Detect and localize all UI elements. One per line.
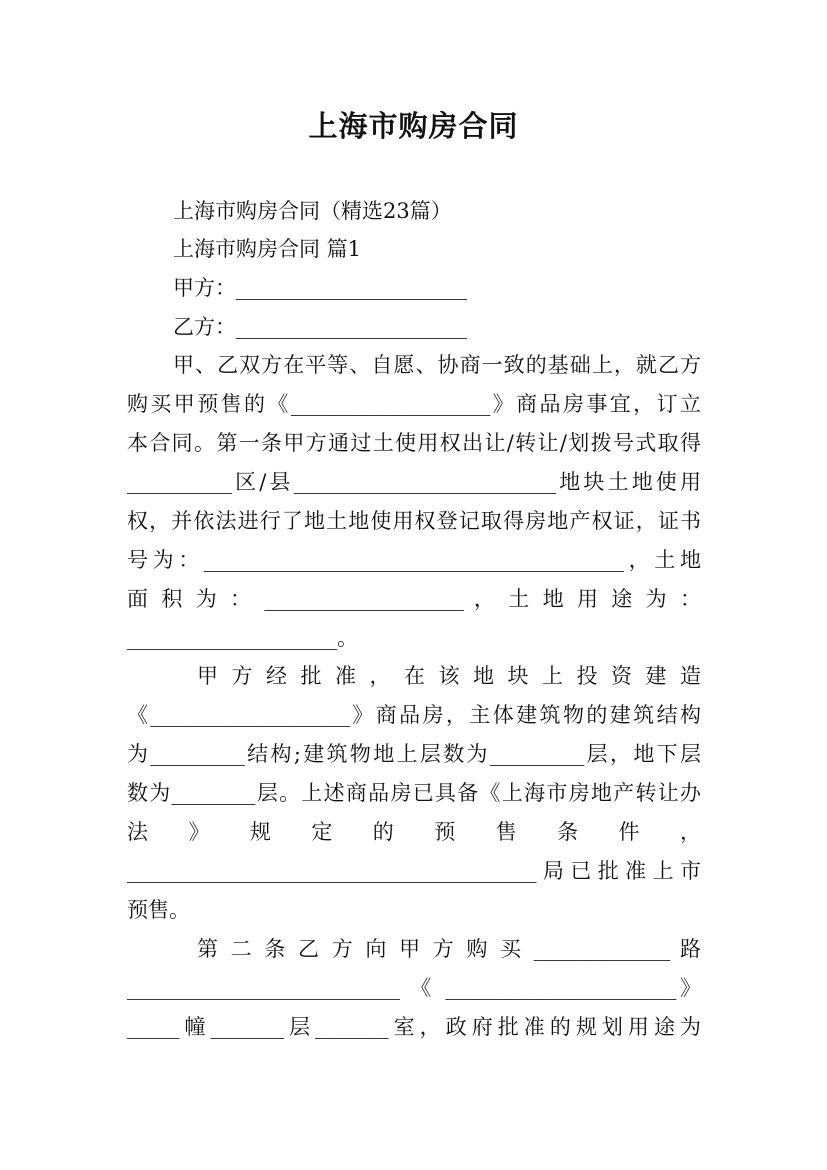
paragraph-line: 面 积 为 ： ___________________ ， 土 地 用 途 为 ： xyxy=(127,587,701,611)
document-title: 上海市购房合同 xyxy=(308,109,519,143)
doc-subtitle: 上海市购房合同（精选23篇） xyxy=(173,199,452,223)
paragraph-line: _____幢_______层_______室，政府批准的规划用途为 xyxy=(127,1015,701,1039)
paragraph-line: 购买甲预售的《___________________》商品房事宜，订立 xyxy=(127,392,701,416)
paragraph-line: 为_________结构;建筑物地上层数为_________层，地下层 xyxy=(127,742,701,766)
doc-section-heading: 上海市购房合同 篇1 xyxy=(173,237,362,261)
paragraph-line: 甲、乙双方在平等、自愿、协商一致的基础上，就乙方 xyxy=(173,353,701,377)
paragraph-line: ____________________。 xyxy=(127,626,358,650)
paragraph-line: 第 二 条 乙 方 向 甲 方 购 买 _____________ 路 xyxy=(197,937,701,961)
paragraph-line: __________________________ 《 ______________________》 xyxy=(127,976,701,1000)
party-a-line: 甲方：______________________ xyxy=(173,276,467,300)
paragraph-line: 权，并依法进行了地土地使用权登记取得房地产权证，证书 xyxy=(127,509,701,533)
paragraph-line: _______________________________________局已批准上市 xyxy=(127,859,701,883)
paragraph-line: __________区/县_________________________地块土地使用 xyxy=(127,470,701,494)
paragraph-line: 《___________________》商品房，主体建筑物的建筑结构 xyxy=(127,703,701,727)
paragraph-line: 号为：________________________________________，土地 xyxy=(127,548,701,572)
party-b-line: 乙方：______________________ xyxy=(173,315,467,339)
paragraph-line: 本合同。第一条甲方通过土使用权出让/转让/划拨号式取得 xyxy=(127,431,701,455)
paragraph-line: 法 》 规 定 的 预 售 条 件 ， xyxy=(127,820,701,844)
paragraph-line: 数为________层。上述商品房已具备《上海市房地产转让办 xyxy=(127,781,701,805)
paragraph-line: 预售。 xyxy=(127,898,190,922)
paragraph-line: 甲 方 经 批 准 ， 在 该 地 块 上 投 资 建 造 xyxy=(197,664,701,688)
